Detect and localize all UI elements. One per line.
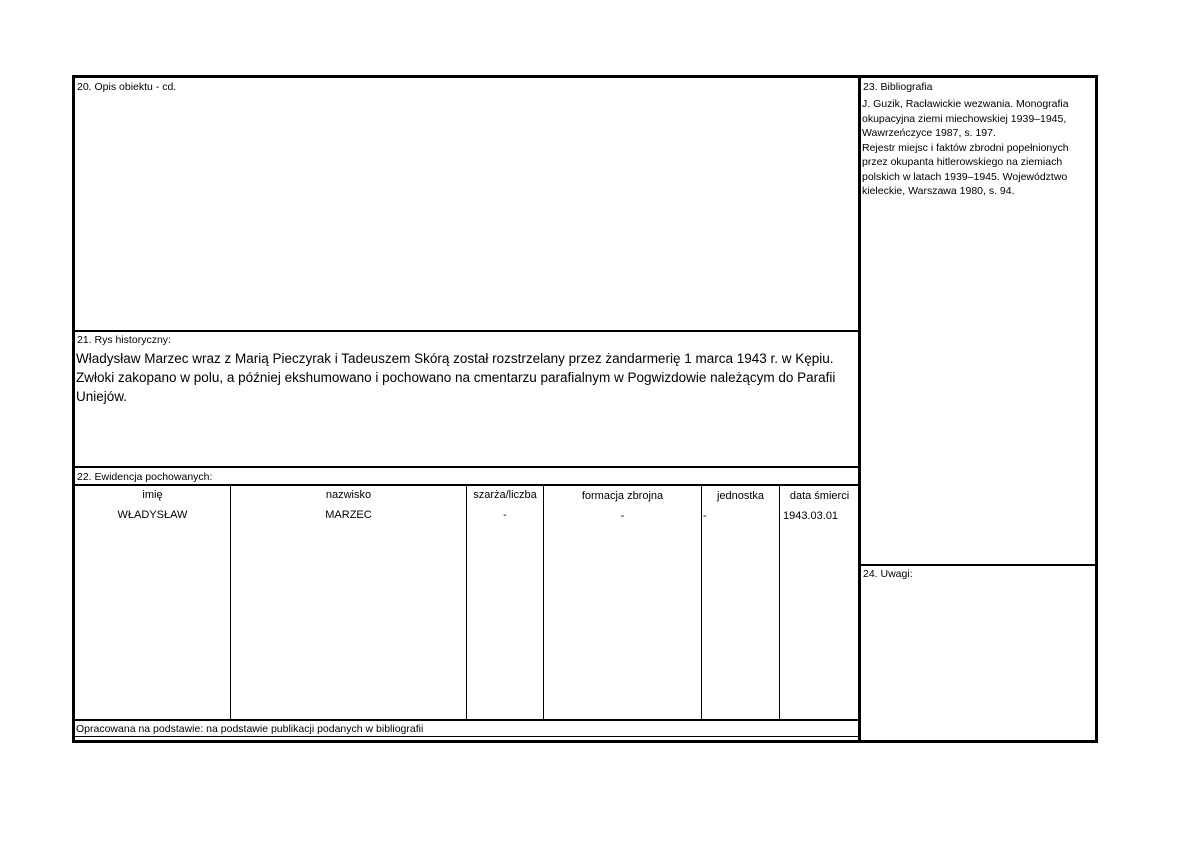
section-divider-22 — [74, 466, 860, 468]
frame-right-border — [1095, 75, 1098, 743]
section-divider-24 — [860, 564, 1097, 566]
column-divider — [858, 77, 861, 742]
section-label-opis: 20. Opis obiektu - cd. — [77, 81, 177, 93]
col-header-jednostka: jednostka — [716, 490, 765, 502]
bibliography-entry: J. Guzik, Racławickie wezwania. Monografia okupacyjna ziemi miechowskiej 1939–1945, Wawrzeńczyce 1987, s. 197. — [862, 98, 1069, 139]
left-panel-bottom-border — [72, 740, 861, 743]
right-panel-bottom-border — [860, 740, 1098, 743]
table-footer-divider — [74, 719, 860, 721]
source-note: Opracowana na podstawie: na podstawie publikacji podanych w bibliografii — [76, 723, 424, 735]
cell-jednostka: - — [703, 510, 707, 522]
left-panel-bottom-border-inner — [72, 736, 860, 737]
frame-top-border — [72, 75, 1098, 78]
section-label-bibliografia: 23. Bibliografia — [863, 81, 933, 93]
cell-data: 1943.03.01 — [783, 510, 839, 522]
cell-szarza: - — [503, 509, 507, 521]
col-line-5 — [779, 485, 780, 720]
historical-description: Władysław Marzec wraz z Marią Pieczyrak i Tadeuszem Skórą został rozstrzelany przez żandarmerię 1 marca 1943 r. w Kępiu. Zwłoki zakopano w polu, a później ekshumowano i pochowano na cmentarzu parafialnym w Pogwizdowie należącym do Parafii Uniejów. — [76, 351, 836, 404]
cell-formacja: - — [620, 510, 625, 522]
col-header-szarza: szarża/liczba — [473, 489, 537, 501]
section-label-ewidencja: 22. Ewidencja pochowanych: — [77, 471, 213, 483]
bibliography-entry: Rejestr miejsc i faktów zbrodni popełnionych przez okupanta hitlerowskiego na ziemiach polskich w latach 1939–1945. Województwo kieleckie, Warszawa 1980, s. 94. — [862, 141, 1069, 197]
cell-nazwisko: MARZEC — [325, 509, 372, 521]
col-line-4 — [701, 485, 702, 720]
section-label-uwagi: 24. Uwagi: — [863, 568, 913, 580]
section-divider-21 — [74, 330, 860, 332]
col-header-formacja: formacja zbrojna — [581, 490, 664, 502]
frame-left-border — [72, 75, 75, 743]
section-label-rys: 21. Rys historyczny: — [77, 334, 171, 346]
bibliography-list — [862, 97, 1092, 199]
col-header-imie: imię — [142, 489, 163, 501]
section-divider-22-b — [74, 484, 860, 486]
cell-imie: WŁADYSŁAW — [117, 509, 188, 521]
col-header-data: data śmierci — [789, 490, 850, 502]
col-header-nazwisko: nazwisko — [325, 489, 372, 501]
